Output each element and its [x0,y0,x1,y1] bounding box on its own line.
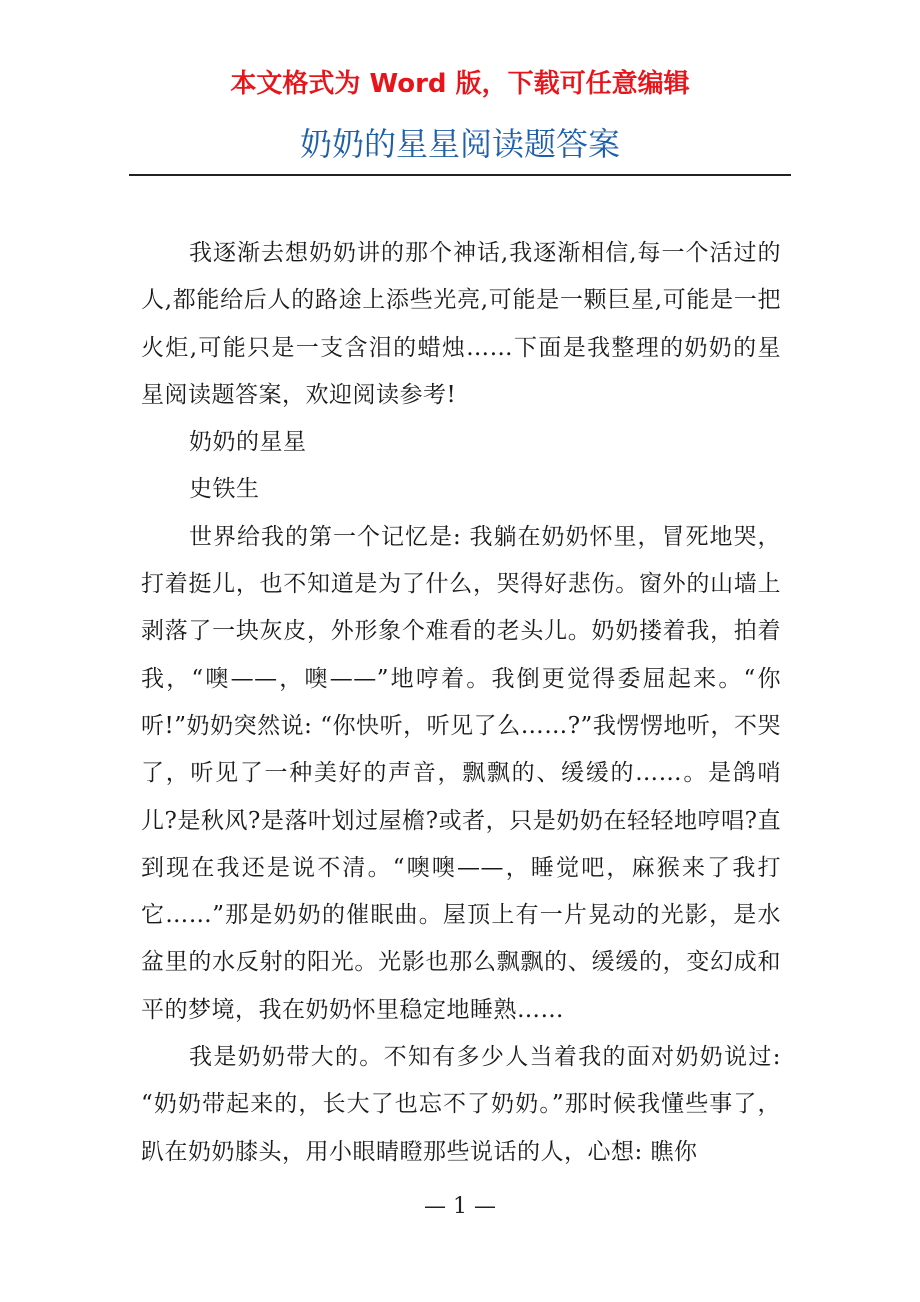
article-title: 奶奶的星星 [189,429,307,456]
document-body [141,230,781,1176]
page-number: — 1 — [424,1194,496,1219]
document-title: 奶奶的星星阅读题答案 [299,125,620,163]
title-divider [129,174,791,176]
body-paragraph: 世界给我的第一个记忆是: 我躺在奶奶怀里，冒死地哭，打着挺儿，也不知道是为了什么，哭得好悲伤。窗外的山墙上剥落了一块灰皮，外形象个难看的老头儿。奶奶搂着我，拍着我，“噢——，噢——”地哼着。我倒更觉得委屈起来。“你听!”奶奶突然说: “你快听，听见了么……?”我愣愣地听，不哭了，听见了一种美好的声音，飘飘的、缓缓的……。是鸽哨儿?是秋风?是落叶划过屋檐?或者，只是奶奶在轻轻地哼唱?直到现在我还是说不清。“噢噢——，睡觉吧，麻猴来了我打它……”那是奶奶的催眠曲。屋顶上有一片晃动的光影，是水盆里的水反射的阳光。光影也那么飘飘的、缓缓的，变幻成和平的梦境，我在奶奶怀里稳定地睡熟…… [141,523,781,1023]
format-notice-banner: 本文格式为 Word 版，下载可任意编辑 [230,69,690,99]
body-paragraph: 我是奶奶带大的。不知有多少人当着我的面对奶奶说过: “奶奶带起来的，长大了也忘不了奶奶。”那时候我懂些事了，趴在奶奶膝头，用小眼睛瞪那些说话的人，心想: 瞧你 [141,1044,781,1165]
intro-paragraph: 我逐渐去想奶奶讲的那个神话,我逐渐相信,每一个活过的人,都能给后人的路途上添些光亮,可能是一颗巨星,可能是一把火炬,可能只是一支含泪的蜡烛……下面是我整理的奶奶的星星阅读题答案，欢迎阅读参考! [141,240,781,408]
article-author: 史铁生 [189,476,260,503]
